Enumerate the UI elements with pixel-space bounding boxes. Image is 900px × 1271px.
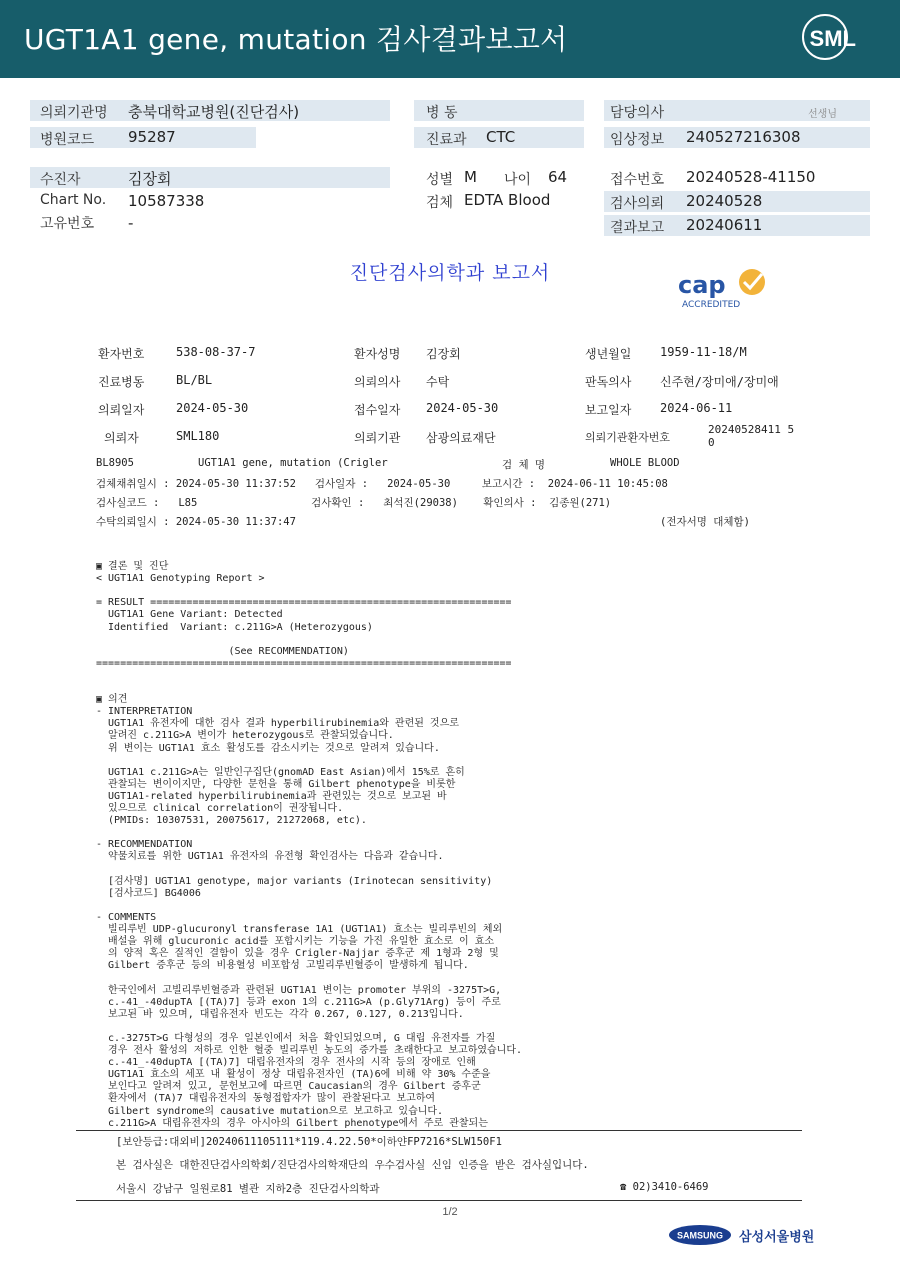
cap-accredited-icon: [676, 266, 776, 310]
grid-label: 접수일자: [354, 403, 401, 417]
sample-name: UGT1A1 gene, mutation (Crigler: [198, 457, 388, 469]
report-line: Identified Variant: c.211G>A (Heterozygous): [96, 621, 373, 633]
result-date-label: 결과보고: [610, 220, 665, 236]
report-line: [검사명] UGT1A1 genotype, major variants (Irinotecan sensitivity): [96, 875, 493, 887]
sample-line-2: 검사실코드 : L85 검사확인 : 최석진(29038) 확인의사 : 김종원(271): [96, 497, 612, 509]
grid-value: 2024-05-30: [176, 401, 249, 415]
signature-note: (전자서명 대체함): [660, 516, 750, 528]
report-line: 의 양적 혹은 질적인 결함이 있을 경우 Crigler-Najjar 증후군 제 1형과 2형 및: [96, 948, 499, 960]
report-line: 환자에서 (TA)7 대립유전자의 동형접합자가 많이 관찰된다고 보고하여: [96, 1093, 436, 1105]
security-line: [보안등급:대외비]20240611105111*119.4.22.50*이하얀FP7216*SLW150F1: [116, 1136, 502, 1148]
ward-label: 병 동: [426, 105, 458, 121]
footer-divider-top: [76, 1130, 802, 1131]
phone-line: ☎ 02)3410-6469: [620, 1181, 709, 1193]
specimen-name-value: WHOLE BLOOD: [610, 457, 680, 469]
grid-value: 신주현/장미애/장미애: [660, 375, 779, 389]
report-line: ▣ 의견: [96, 694, 128, 706]
report-line: UGT1A1 유전자에 대한 검사 결과 hyperbilirubinemia와 관련된 것으로: [96, 718, 459, 730]
request-date-label: 검사의뢰: [610, 196, 665, 212]
report-line: 관찰되는 변이이지만, 다양한 문헌을 통해 Gilbert phenotype을 비롯한: [96, 778, 456, 790]
age-value: 64: [548, 168, 568, 186]
report-line: 보인다고 알려져 있고, 문헌보고에 따르면 Caucasian의 경우 Gilbert 증후군: [96, 1081, 481, 1093]
grid-value: 20240528411 5: [708, 423, 795, 436]
grid-label: 판독의사: [585, 375, 632, 389]
report-title: 진단검사의학과 보고서: [349, 262, 551, 284]
grid-value: 0: [708, 436, 715, 449]
report-line: c.-41_-40dupTA [(TA)7] 대립유전자의 경우 전사의 시작 등의 장애로 인해: [96, 1057, 476, 1069]
grid-label: 의뢰기관: [354, 431, 401, 445]
report-line: = RESULT ============================================================: [96, 597, 512, 609]
header-bar: [0, 0, 900, 78]
grid-label: 의뢰일자: [98, 403, 145, 417]
request-date-value: 20240528: [686, 192, 763, 210]
page-number: 1/2: [442, 1206, 458, 1218]
report-line: Gilbert syndrome의 causative mutation으로 보고하고 있습니다.: [96, 1105, 444, 1117]
grid-value: 2024-05-30: [426, 401, 499, 415]
report-line: < UGT1A1 Genotyping Report >: [96, 573, 265, 585]
sml-logo-text: SML: [809, 26, 856, 51]
patient-value: 김장회: [128, 170, 172, 188]
grid-value: 2024-06-11: [660, 401, 733, 415]
cap-accredited-label: ACCREDITED: [682, 300, 741, 310]
dept-label: 진료과: [426, 132, 467, 148]
sample-line-3: 수탁의뢰일시 : 2024-05-30 11:37:47: [96, 516, 296, 528]
grid-value: 538-08-37-7: [176, 345, 256, 359]
report-line: ▣ 결론 및 진단: [96, 561, 169, 572]
report-line: 한국인에서 고빌리루빈혈증과 관련된 UGT1A1 변이는 promoter 부위의 -3275T>G,: [96, 984, 502, 996]
grid-label: 진료병동: [98, 375, 145, 389]
report-line: c.-41_-40dupTA [(TA)7] 등과 exon 1의 c.211G>A (p.Gly71Arg) 등이 주로: [96, 996, 501, 1008]
result-date-value: 20240611: [686, 216, 763, 234]
grid-value: 1959-11-18/M: [660, 345, 747, 359]
certification-line: 본 검사실은 대한진단검사의학회/진단검사의학재단의 우수검사실 신임 인증을 받은 검사실입니다.: [116, 1159, 589, 1171]
patient-box: [30, 167, 390, 188]
report-line: UGT1A1 효소의 세포 내 활성이 정상 대립유전자인 (TA)6에 비해 약 30% 수준을: [96, 1069, 491, 1081]
chart-label: Chart No.: [40, 192, 107, 208]
report-line: (PMIDs: 10307531, 20075617, 21272068, etc).: [96, 815, 367, 827]
age-label: 나이: [504, 172, 532, 188]
grid-value: 수탁: [426, 375, 450, 389]
grid-label: 환자번호: [98, 347, 145, 361]
report-line: =====================================================================: [96, 657, 512, 669]
grid-label: 의뢰기관환자번호: [585, 431, 671, 444]
receipt-value: 20240528-41150: [686, 168, 816, 186]
grid-value: BL/BL: [176, 373, 213, 387]
report-line: UGT1A1 c.211G>A는 일반인구집단(gnomAD East Asian)에서 15%로 흔히: [96, 766, 465, 778]
report-line: 보고된 바 있으며, 대립유전자 빈도는 각각 0.267, 0.127, 0.213입니다.: [96, 1008, 464, 1020]
sample-line-1: 검체채취일시 : 2024-05-30 11:37:52 검사일자 : 2024-05-30 보고시간 : 2024-06-11 10:45:08: [96, 478, 668, 490]
grid-label: 생년월일: [585, 347, 632, 361]
sex-label: 성별: [426, 172, 454, 188]
grid-value: 김장회: [426, 347, 461, 361]
specimen-name-label: 검 체 명: [502, 459, 546, 471]
report-line: - RECOMMENDATION: [96, 839, 193, 851]
specimen-value: EDTA Blood: [464, 191, 551, 209]
report-line: 빌리루빈 UDP-glucuronyl transferase 1A1 (UGT1A1) 효소는 빌리루빈의 체외: [96, 924, 503, 935]
grid-value: 삼광의료재단: [426, 431, 496, 445]
report-line: Gilbert 증후군 등의 비용혈성 비포합성 고빌리루빈혈증이 발생하게 됩니다.: [96, 960, 469, 972]
sex-value: M: [464, 168, 477, 186]
report-line: 배설을 위해 glucuronic acid를 포합시키는 기능을 가진 유일한 효소로 이 효소: [96, 936, 495, 948]
report-line: 있으므로 clinical correlation이 권장됩니다.: [96, 803, 344, 814]
grid-label: 환자성명: [354, 347, 401, 361]
doctor-value: 선생님: [808, 109, 837, 120]
chart-value: 10587338: [128, 192, 205, 210]
grid-value: SML180: [176, 429, 220, 443]
clinical-value: 240527216308: [686, 128, 801, 146]
doctor-label: 담당의사: [610, 105, 665, 121]
dept-value: CTC: [486, 128, 516, 146]
report-line: UGT1A1 Gene Variant: Detected: [96, 609, 283, 621]
receipt-label: 접수번호: [610, 172, 665, 188]
unique-value: -: [128, 214, 134, 232]
clinical-label: 임상정보: [610, 132, 665, 148]
samsung-hospital-name: 삼성서울병원: [739, 1230, 815, 1245]
report-line: 경우 전사 활성의 저하로 인한 혈중 빌리루빈 농도의 증가를 초래한다고 보고하였습니다.: [96, 1045, 523, 1056]
report-line: - INTERPRETATION: [96, 706, 193, 718]
report-line: (See RECOMMENDATION): [96, 645, 349, 657]
samsung-badge-text: SAMSUNG: [676, 1230, 724, 1241]
page-title: UGT1A1 gene, mutation 검사결과보고서: [24, 23, 568, 56]
patient-label: 수진자: [40, 172, 81, 188]
hospital-code-value: 95287: [128, 128, 176, 146]
report-line: [검사코드] BG4006: [96, 887, 201, 899]
sample-code: BL8905: [96, 457, 134, 469]
address-line: 서울시 강남구 일원로81 별관 지하2층 진단검사의학과: [116, 1183, 380, 1195]
samsung-logo-icon: [668, 1224, 732, 1246]
report-line: 위 변이는 UGT1A1 효소 활성도를 감소시키는 것으로 알려져 있습니다.: [96, 742, 440, 754]
institution-label: 의뢰기관명: [40, 105, 108, 121]
institution-value: 충북대학교병원(진단검사): [128, 103, 300, 121]
specimen-label: 검체: [426, 195, 454, 211]
report-line: 알려진 c.211G>A 변이가 heterozygous로 관찰되었습니다.: [96, 730, 394, 742]
grid-label: 의뢰자: [104, 431, 139, 445]
unique-label: 고유번호: [40, 216, 95, 232]
grid-label: 의뢰의사: [354, 375, 401, 389]
report-line: - COMMENTS: [96, 911, 157, 923]
grid-label: 보고일자: [585, 403, 632, 417]
report-line: c.-3275T>G 다형성의 경우 일본인에서 처음 확인되었으며, G 대립 유전자를 가질: [96, 1032, 496, 1044]
footer-divider-bottom: [76, 1200, 802, 1201]
hospital-code-label: 병원코드: [40, 132, 95, 148]
report-line: c.211G>A 대립유전자의 경우 아시아의 Gilbert phenotype에서 주로 관찰되는: [96, 1117, 488, 1129]
svg-text:cap: cap: [678, 271, 726, 299]
report-line: UGT1A1-related hyperbilirubinemia과 관련있는 것으로 보고된 바: [96, 790, 447, 802]
report-line: 약물치료를 위한 UGT1A1 유전자의 유전형 확인검사는 다음과 같습니다.: [96, 851, 444, 863]
